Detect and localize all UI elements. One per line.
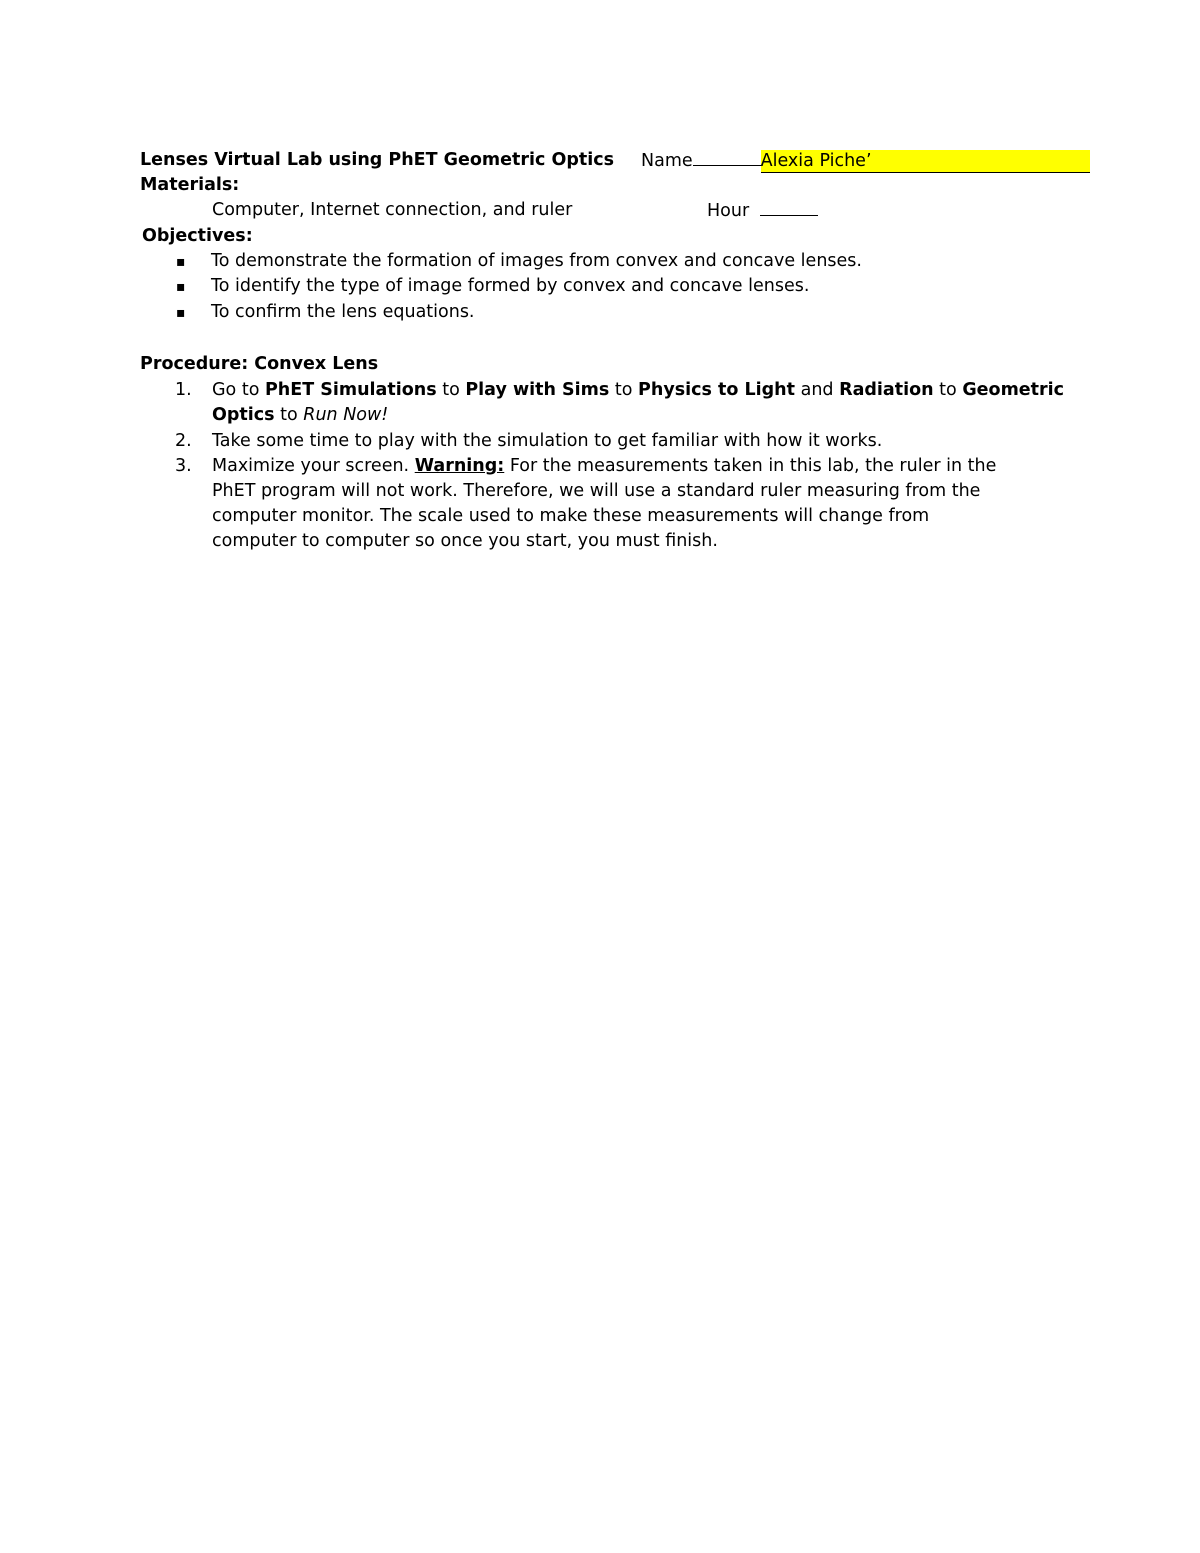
- step-3-line-4: computer to computer so once you start, you must finish.: [212, 531, 718, 551]
- bullet-icon: ▪: [176, 254, 186, 270]
- bullet-icon: ▪: [176, 279, 186, 295]
- objective-item: To identify the type of image formed by convex and concave lenses.: [211, 276, 810, 296]
- step-1-line-2: Optics to Run Now!: [212, 405, 389, 425]
- step-number: 2.: [175, 431, 192, 451]
- step-3-line-3: computer monitor. The scale used to make these measurements will change from: [212, 506, 930, 526]
- name-value: Alexia Piche’: [761, 150, 1090, 173]
- objective-item: To confirm the lens equations.: [211, 302, 475, 322]
- name-label: Name: [641, 151, 693, 171]
- step-3-line-1: Maximize your screen. Warning: For the measurements taken in this lab, the ruler in the: [212, 456, 997, 476]
- step-number: 3.: [175, 456, 192, 476]
- warning-label: Warning:: [414, 456, 505, 476]
- materials-text: Computer, Internet connection, and ruler: [212, 200, 573, 220]
- bullet-icon: ▪: [176, 305, 186, 321]
- hour-label: Hour: [707, 201, 750, 221]
- procedure-heading: Procedure: Convex Lens: [140, 354, 379, 374]
- step-number: 1.: [175, 380, 192, 400]
- objective-item: To demonstrate the formation of images from convex and concave lenses.: [211, 251, 862, 271]
- materials-heading: Materials:: [140, 175, 240, 195]
- step-3-line-2: PhET program will not work. Therefore, we will use a standard ruler measuring from the: [212, 481, 981, 501]
- objectives-heading: Objectives:: [142, 226, 253, 246]
- hour-field: [707, 199, 818, 222]
- name-blank-lead: [693, 149, 761, 166]
- step-2-text: Take some time to play with the simulation to get familiar with how it works.: [212, 431, 883, 451]
- document-title: Lenses Virtual Lab using PhET Geometric Optics: [140, 150, 615, 170]
- step-1-line-1: Go to PhET Simulations to Play with Sims to Physics to Light and Radiation to Geometric: [212, 380, 1065, 400]
- name-field: [641, 149, 1090, 173]
- hour-blank: [760, 199, 818, 216]
